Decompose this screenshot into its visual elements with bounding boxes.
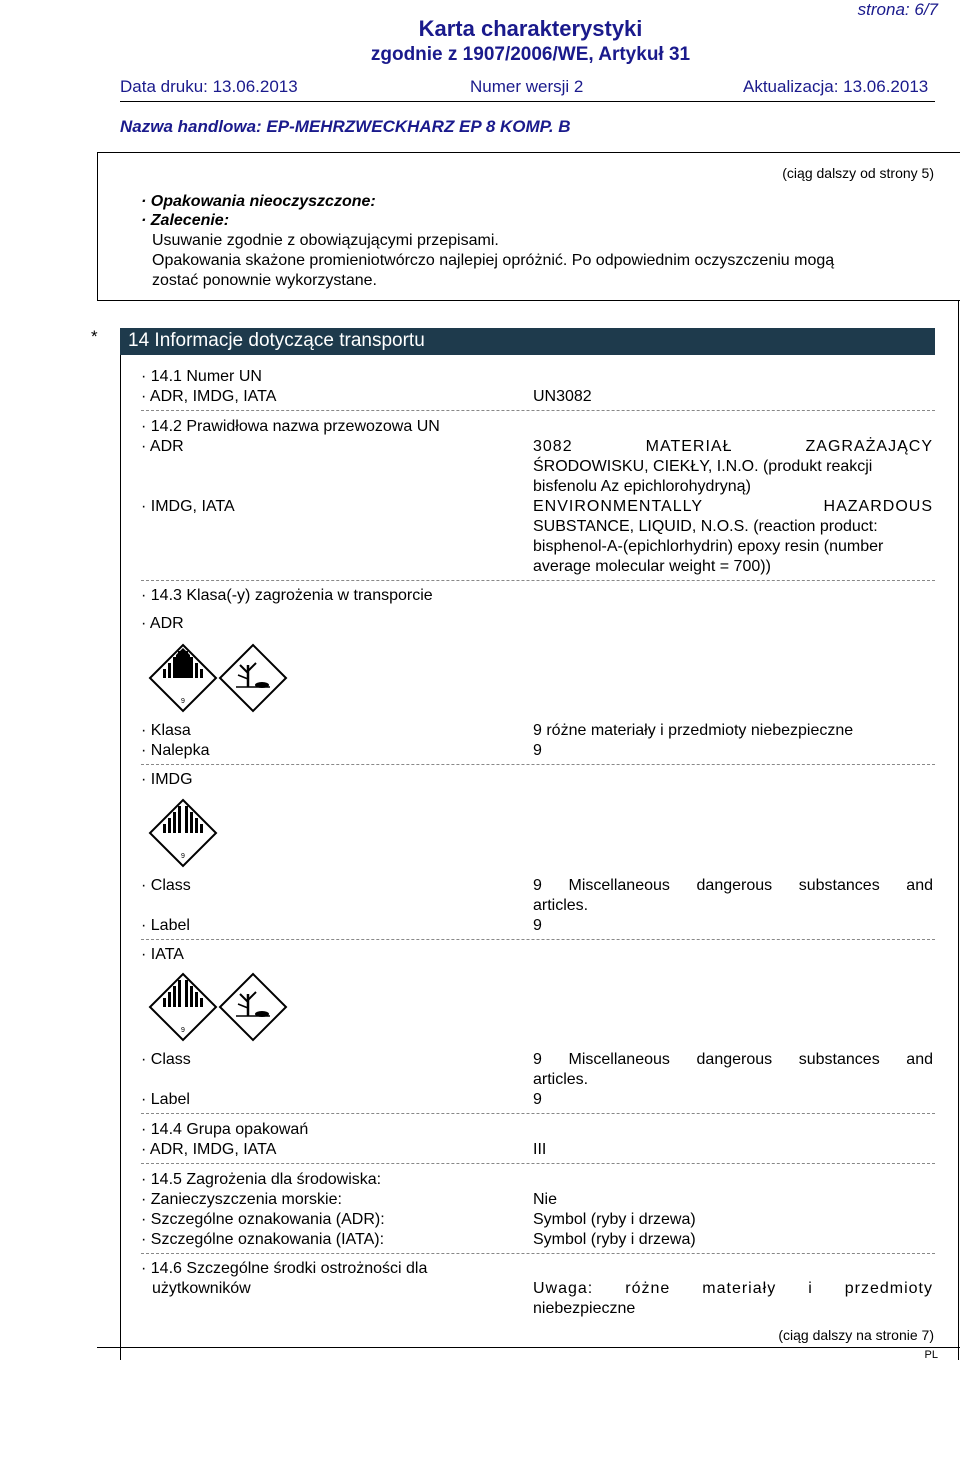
s142-imdg-line3: bisphenol-A-(epichlorhydrin) epoxy resin (number	[533, 538, 884, 555]
s146-title-1: · 14.6 Szczególne środki ostrożności dla	[141, 1260, 428, 1277]
continuation-top: (ciąg dalszy od strony 5)	[782, 165, 934, 181]
packaging-text-2: Opakowania skażone promieniotwórczo najlepiej opróżnić. Po odpowiednim oczyszczeniu mogą	[152, 252, 835, 269]
imdg-class-value-2: articles.	[533, 897, 589, 914]
trade-name: Nazwa handlowa: EP-MEHRZWECKHARZ EP 8 KOMP. B	[120, 117, 571, 136]
class9-hazard-diamond-icon	[148, 798, 218, 868]
class9-number: 9	[181, 698, 185, 705]
s146-value-2: niebezpieczne	[533, 1300, 636, 1317]
iata-label-value: 9	[533, 1091, 542, 1108]
packaging-text-3: zostać ponownie wykorzystane.	[152, 272, 377, 289]
separator	[141, 580, 935, 581]
s146-value-1: Uwaga: różne materiały i przedmioty	[533, 1280, 933, 1297]
s142-adr-line1: 3082 MATERIAŁ ZAGRAŻAJĄCY	[533, 438, 933, 455]
box-bottom-border	[97, 300, 960, 301]
language-code: PL	[924, 1349, 938, 1361]
environment-hazard-diamond-icon	[218, 643, 288, 713]
class9-number: 9	[181, 1027, 185, 1034]
nalepka-value: 9	[533, 742, 542, 759]
s141-title: · 14.1 Numer UN	[141, 368, 262, 385]
page-number: strona: 6/7	[857, 0, 938, 19]
s141-value: UN3082	[533, 388, 592, 405]
s142-adr-label: · ADR	[141, 438, 184, 455]
imdg-class-value-1: 9 Miscellaneous dangerous substances and	[533, 877, 933, 894]
s141-label: · ADR, IMDG, IATA	[141, 388, 277, 405]
continuation-bottom: (ciąg dalszy na stronie 7)	[778, 1327, 934, 1343]
footer-divider	[97, 1347, 960, 1348]
separator	[141, 764, 935, 765]
adr-marking-label: · Szczególne oznakowania (ADR):	[141, 1211, 385, 1228]
s142-imdg-label: · IMDG, IATA	[141, 498, 235, 515]
marine-pollutant-label: · Zanieczyszczenia morskie:	[141, 1191, 342, 1208]
s144-label: · ADR, IMDG, IATA	[141, 1141, 277, 1158]
s143-title: · 14.3 Klasa(-y) zagrożenia w transporcie	[141, 587, 433, 604]
header-divider	[120, 101, 935, 102]
change-marker: *	[91, 327, 98, 346]
section-14-title: 14 Informacje dotyczące transportu	[128, 330, 425, 351]
iata-class-value-2: articles.	[533, 1071, 589, 1088]
s142-title: · 14.2 Prawidłowa nazwa przewozowa UN	[141, 418, 440, 435]
iata-class-label: · Class	[141, 1051, 191, 1068]
separator	[141, 1163, 935, 1164]
right-box-border	[958, 300, 959, 1360]
separator	[141, 1113, 935, 1114]
s142-imdg-line2: SUBSTANCE, LIQUID, N.O.S. (reaction product:	[533, 518, 878, 535]
nalepka-label: · Nalepka	[141, 742, 210, 759]
s144-title: · 14.4 Grupa opakowań	[141, 1121, 309, 1138]
separator	[141, 1253, 935, 1254]
imdg-label-label: · Label	[141, 917, 190, 934]
class9-hazard-diamond-icon	[148, 643, 218, 713]
iata-label-label: · Label	[141, 1091, 190, 1108]
separator	[141, 410, 935, 411]
s146-title-2: użytkowników	[152, 1280, 251, 1297]
box-top-border	[97, 152, 960, 153]
packaging-label-recommendation: · Zalecenie:	[141, 212, 230, 229]
document-subtitle: zgodnie z 1907/2006/WE, Artykuł 31	[370, 44, 691, 65]
imdg-label-value: 9	[533, 917, 542, 934]
separator	[141, 939, 935, 940]
s142-imdg-line4: average molecular weight = 700))	[533, 558, 771, 575]
iata-marking-label: · Szczególne oznakowania (IATA):	[141, 1231, 385, 1248]
s142-adr-line2: ŚRODOWISKU, CIEKŁY, I.N.O. (produkt reakcji	[533, 458, 873, 475]
adr-heading: · ADR	[141, 615, 184, 632]
s142-imdg-line1: ENVIRONMENTALLY HAZARDOUS	[533, 498, 933, 515]
packaging-text-1: Usuwanie zgodnie z obowiązującymi przepisami.	[152, 232, 499, 249]
imdg-heading: · IMDG	[141, 771, 193, 788]
s144-value: III	[533, 1141, 547, 1158]
packaging-label-uncleaned: · Opakowania nieoczyszczone:	[141, 193, 376, 210]
s142-adr-line3: bisfenolu Az epichlorohydryną)	[533, 478, 751, 495]
marine-pollutant-value: Nie	[533, 1191, 558, 1208]
section-14-header	[120, 328, 935, 355]
imdg-class-label: · Class	[141, 877, 191, 894]
iata-heading: · IATA	[141, 946, 184, 963]
environment-hazard-diamond-icon	[218, 972, 288, 1042]
class9-number: 9	[181, 853, 185, 860]
adr-marking-value: Symbol (ryby i drzewa)	[533, 1211, 696, 1228]
section-left-border	[120, 355, 121, 1360]
box-left-border	[97, 152, 98, 300]
s145-title: · 14.5 Zagrożenia dla środowiska:	[141, 1171, 382, 1188]
iata-marking-value: Symbol (ryby i drzewa)	[533, 1231, 696, 1248]
update-date: Aktualizacja: 13.06.2013	[743, 77, 929, 96]
class9-hazard-diamond-icon	[148, 972, 218, 1042]
print-date: Data druku: 13.06.2013	[120, 77, 298, 96]
version-number: Numer wersji 2	[470, 77, 584, 96]
iata-class-value-1: 9 Miscellaneous dangerous substances and	[533, 1051, 933, 1068]
document-title: Karta charakterystyki	[418, 16, 643, 41]
klasa-value: 9 różne materiały i przedmioty niebezpieczne	[533, 722, 854, 739]
klasa-label: · Klasa	[141, 722, 191, 739]
